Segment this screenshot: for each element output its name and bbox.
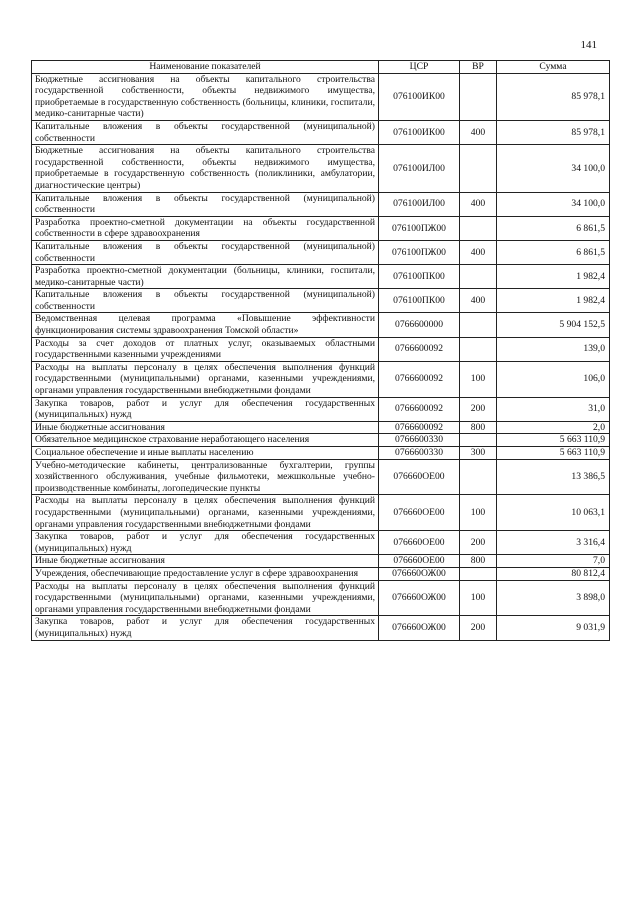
cell-vr: 100 <box>460 361 497 397</box>
cell-vr <box>460 313 497 337</box>
cell-csr: 076660ОЕ00 <box>379 495 460 531</box>
cell-name: Капитальные вложения в объекты государственной (муниципальной) собственности <box>32 240 379 264</box>
cell-sum: 3 898,0 <box>497 580 610 616</box>
cell-name: Закупка товаров, работ и услуг для обеспечения государственных (муниципальных) нужд <box>32 531 379 555</box>
table-row <box>32 361 610 397</box>
cell-sum: 10 063,1 <box>497 495 610 531</box>
table-row <box>32 240 610 264</box>
cell-vr: 800 <box>460 421 497 434</box>
table-row <box>32 289 610 313</box>
cell-csr: 0766600092 <box>379 337 460 361</box>
cell-sum: 5 663 110,9 <box>497 447 610 460</box>
cell-name: Расходы на выплаты персоналу в целях обеспечения выполнения функций государственными (муниципальными) органами, казенными учреждениями, органами управления государственными внебюджетными фондами <box>32 361 379 397</box>
table-row <box>32 495 610 531</box>
cell-vr: 400 <box>460 289 497 313</box>
cell-name: Разработка проектно-сметной документации (больницы, клиники, госпитали, медико-санитарные части) <box>32 265 379 289</box>
cell-name: Капитальные вложения в объекты государственной (муниципальной) собственности <box>32 192 379 216</box>
cell-name: Расходы на выплаты персоналу в целях обеспечения выполнения функций государственными (муниципальными) органами, казенными учреждениями, органами управления государственными внебюджетными фондами <box>32 580 379 616</box>
cell-name: Обязательное медицинское страхование неработающего населения <box>32 434 379 447</box>
table-row <box>32 216 610 240</box>
cell-name: Закупка товаров, работ и услуг для обеспечения государственных (муниципальных) нужд <box>32 397 379 421</box>
cell-csr: 076100ПЖ00 <box>379 216 460 240</box>
cell-sum: 13 386,5 <box>497 459 610 495</box>
cell-csr: 076660ОЖ00 <box>379 580 460 616</box>
cell-sum: 106,0 <box>497 361 610 397</box>
cell-vr: 800 <box>460 555 497 568</box>
budget-table <box>31 60 610 641</box>
cell-vr <box>460 337 497 361</box>
cell-name: Иные бюджетные ассигнования <box>32 555 379 568</box>
header-csr: ЦСР <box>379 61 460 74</box>
table-row <box>32 73 610 120</box>
cell-csr: 076660ОЕ00 <box>379 459 460 495</box>
table-row <box>32 555 610 568</box>
cell-sum: 85 978,1 <box>497 120 610 144</box>
table-header-row <box>32 61 610 74</box>
table-row <box>32 421 610 434</box>
cell-sum: 34 100,0 <box>497 145 610 192</box>
cell-name: Бюджетные ассигнования на объекты капитального строительства государственной собственности, объекты недвижимого имущества, приобретаемые в государственную собственность (больницы, клиники, госпитали, медико-санитарные части) <box>32 73 379 120</box>
cell-vr: 100 <box>460 495 497 531</box>
cell-csr: 076100ИК00 <box>379 120 460 144</box>
cell-name: Капитальные вложения в объекты государственной (муниципальной) собственности <box>32 120 379 144</box>
cell-csr: 0766600330 <box>379 447 460 460</box>
table-row <box>32 397 610 421</box>
cell-vr: 200 <box>460 531 497 555</box>
header-vr: ВР <box>460 61 497 74</box>
cell-vr: 200 <box>460 397 497 421</box>
cell-name: Расходы за счет доходов от платных услуг, оказываемых областными государственными казенными учреждениями <box>32 337 379 361</box>
cell-csr: 076660ОЕ00 <box>379 531 460 555</box>
cell-csr: 076100ИЛ00 <box>379 192 460 216</box>
cell-csr: 0766600330 <box>379 434 460 447</box>
table-row <box>32 447 610 460</box>
cell-sum: 31,0 <box>497 397 610 421</box>
cell-csr: 076100ПЖ00 <box>379 240 460 264</box>
table-row <box>32 265 610 289</box>
cell-name: Закупка товаров, работ и услуг для обеспечения государственных (муниципальных) нужд <box>32 616 379 640</box>
cell-vr <box>460 145 497 192</box>
table-row <box>32 531 610 555</box>
cell-csr: 076100ИЛ00 <box>379 145 460 192</box>
table-row <box>32 337 610 361</box>
cell-name: Бюджетные ассигнования на объекты капитального строительства государственной собственности, объекты недвижимого имущества, приобретаемые в государственную собственность (поликлиники, амбулатории, диагностические центры) <box>32 145 379 192</box>
cell-csr: 076660ОЕ00 <box>379 555 460 568</box>
cell-csr: 076660ОЖ00 <box>379 567 460 580</box>
table-row <box>32 313 610 337</box>
cell-name: Иные бюджетные ассигнования <box>32 421 379 434</box>
cell-sum: 3 316,4 <box>497 531 610 555</box>
cell-name: Капитальные вложения в объекты государственной (муниципальной) собственности <box>32 289 379 313</box>
cell-csr: 0766600092 <box>379 361 460 397</box>
cell-name: Разработка проектно-сметной документации на объекты государственной собственности в сфере здравоохранения <box>32 216 379 240</box>
cell-sum: 34 100,0 <box>497 192 610 216</box>
cell-vr: 200 <box>460 616 497 640</box>
cell-name: Учебно-методические кабинеты, централизованные бухгалтерии, группы хозяйственного обслуживания, учебные фильмотеки, межшкольные учебно-производственные комбинаты, логопедические пункты <box>32 459 379 495</box>
cell-sum: 80 812,4 <box>497 567 610 580</box>
cell-sum: 9 031,9 <box>497 616 610 640</box>
cell-csr: 076100ПК00 <box>379 265 460 289</box>
cell-vr: 400 <box>460 192 497 216</box>
cell-vr <box>460 434 497 447</box>
cell-name: Ведомственная целевая программа «Повышение эффективности функционирования системы здравоохранения Томской области» <box>32 313 379 337</box>
table-row <box>32 567 610 580</box>
cell-sum: 2,0 <box>497 421 610 434</box>
table-row <box>32 580 610 616</box>
cell-csr: 0766600092 <box>379 421 460 434</box>
header-name: Наименование показателей <box>32 61 379 74</box>
table-row <box>32 434 610 447</box>
cell-name: Расходы на выплаты персоналу в целях обеспечения выполнения функций государственными (муниципальными) органами, казенными учреждениями, органами управления государственными внебюджетными фондами <box>32 495 379 531</box>
cell-csr: 0766600000 <box>379 313 460 337</box>
cell-vr <box>460 567 497 580</box>
header-sum: Сумма <box>497 61 610 74</box>
table-row <box>32 145 610 192</box>
cell-vr: 300 <box>460 447 497 460</box>
cell-csr: 076660ОЖ00 <box>379 616 460 640</box>
cell-sum: 5 904 152,5 <box>497 313 610 337</box>
cell-vr <box>460 459 497 495</box>
cell-sum: 139,0 <box>497 337 610 361</box>
cell-name: Социальное обеспечение и иные выплаты населению <box>32 447 379 460</box>
cell-sum: 1 982,4 <box>497 265 610 289</box>
cell-sum: 1 982,4 <box>497 289 610 313</box>
cell-vr <box>460 265 497 289</box>
cell-vr <box>460 73 497 120</box>
cell-csr: 076100ПК00 <box>379 289 460 313</box>
cell-sum: 85 978,1 <box>497 73 610 120</box>
table-row <box>32 616 610 640</box>
table-row <box>32 459 610 495</box>
cell-vr: 400 <box>460 240 497 264</box>
cell-sum: 5 663 110,9 <box>497 434 610 447</box>
cell-vr <box>460 216 497 240</box>
cell-name: Учреждения, обеспечивающие предоставление услуг в сфере здравоохранения <box>32 567 379 580</box>
cell-vr: 400 <box>460 120 497 144</box>
cell-csr: 0766600092 <box>379 397 460 421</box>
table-row <box>32 192 610 216</box>
cell-sum: 6 861,5 <box>497 216 610 240</box>
cell-csr: 076100ИК00 <box>379 73 460 120</box>
cell-vr: 100 <box>460 580 497 616</box>
cell-sum: 6 861,5 <box>497 240 610 264</box>
page-number: 141 <box>580 39 597 51</box>
cell-sum: 7,0 <box>497 555 610 568</box>
table-body <box>32 73 610 640</box>
table-row <box>32 120 610 144</box>
